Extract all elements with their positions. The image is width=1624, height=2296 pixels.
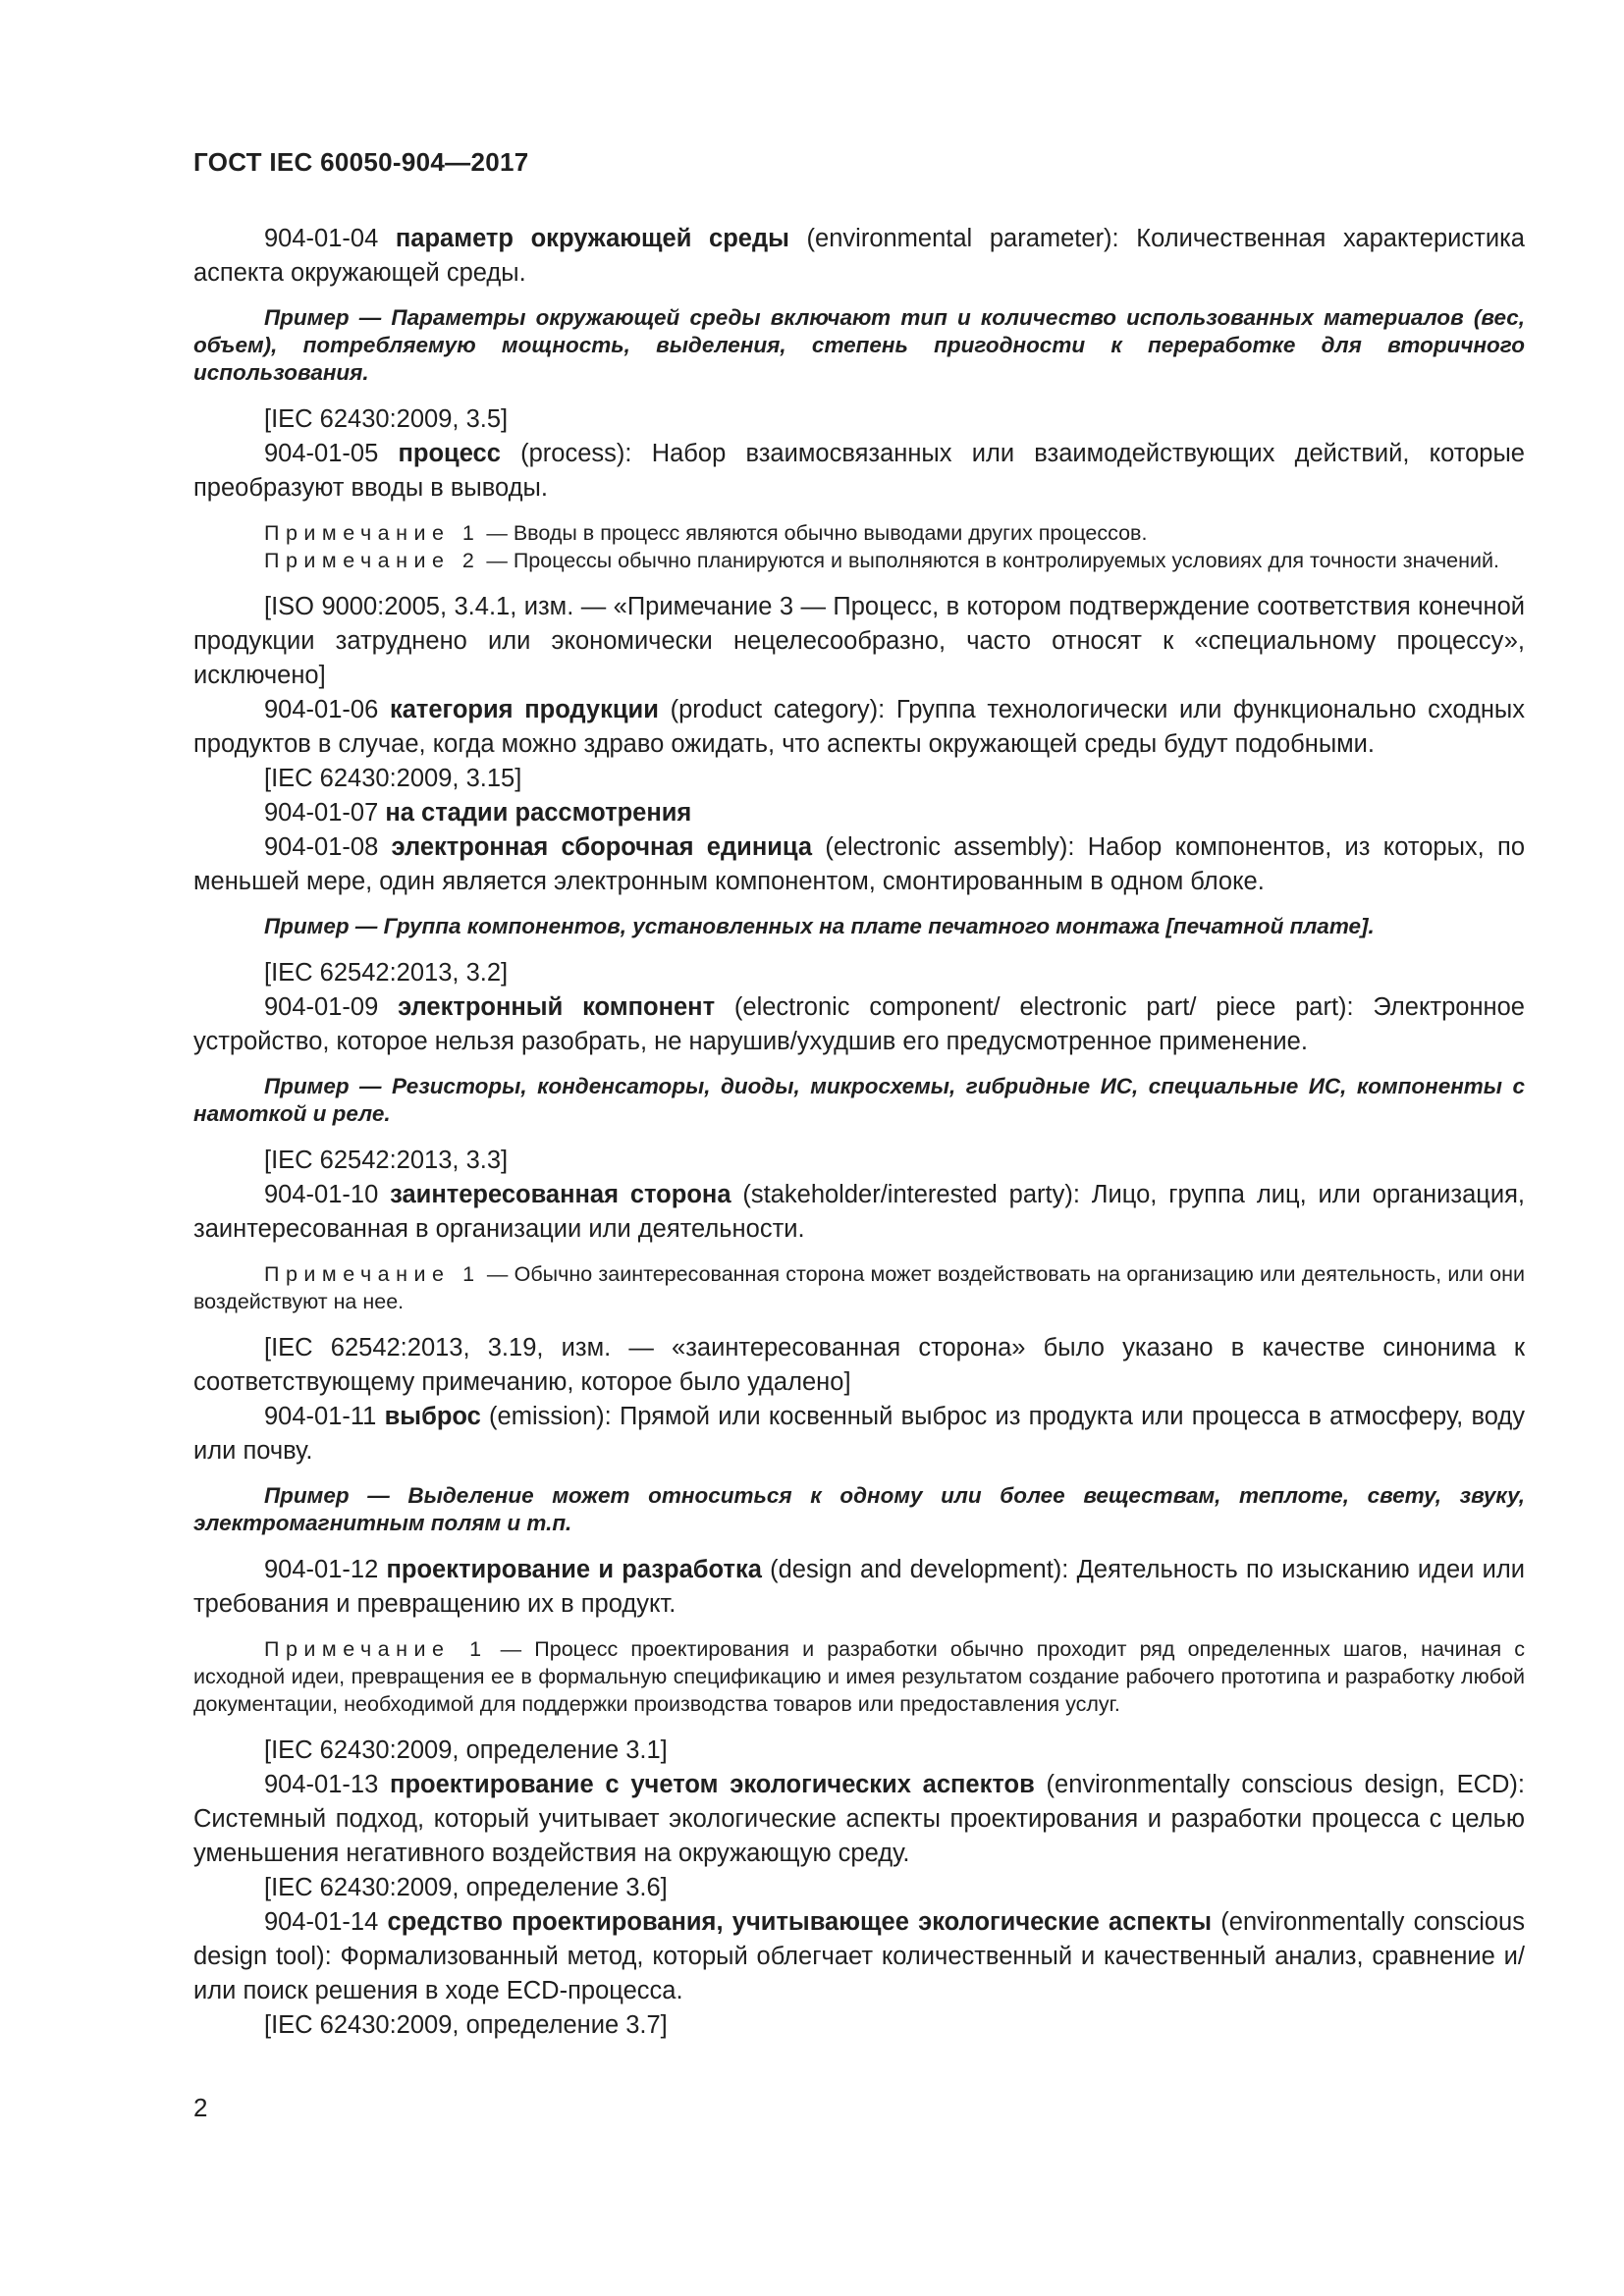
term-source: [IEC 62430:2009, определение 3.1] (264, 1736, 668, 1764)
term-number: 904-01-12 (264, 1556, 387, 1583)
term-source: [IEC 62542:2013, 3.3] (264, 1147, 509, 1174)
term-definition: (environmental parameter): Количественная характеристика аспекта окружающей среды. (193, 225, 1525, 287)
term-entry-904-01-14 (193, 1905, 1525, 2008)
term-entry-904-01-10 (193, 1178, 1525, 1247)
term-example: Пример — Параметры окружающей среды включают тип и количество использованных материалов (вес, объем), потребляемую мощность, выделения, степень пригодности к переработке для вторичного использования. (193, 305, 1525, 385)
term-entry-904-01-12 (193, 1553, 1525, 1622)
term-definition: (electronic assembly): Набор компонентов, из которых, по меньшей мере, один является электронным компонентом, смонтированным в одном блоке. (193, 833, 1525, 895)
term-definition: (design and development): Деятельность по изысканию идеи или требования и превращению их в продукт. (193, 1556, 1525, 1618)
term-source: [IEC 62430:2009, определение 3.7] (264, 2011, 668, 2039)
note-label: Примечание 1 (264, 1637, 488, 1661)
term-example: Пример — Группа компонентов, установленных на плате печатного монтажа [печатной плате]. (264, 914, 1375, 938)
term-number: 904-01-13 (264, 1771, 391, 1798)
term-note (193, 1260, 1525, 1315)
term-entry-904-01-05 (193, 437, 1525, 506)
term-definition: (emission): Прямой или косвенный выброс из продукта или процесса в атмосферу, воду или почву. (193, 1403, 1525, 1465)
term-name: заинтересованная сторона (390, 1181, 731, 1208)
term-example: Пример — Резисторы, конденсаторы, диоды, микросхемы, гибридные ИС, специальные ИС, компоненты с намоткой и реле. (193, 1074, 1525, 1126)
note-label: Примечание 1 (264, 521, 481, 545)
term-entry-904-01-07 (193, 796, 1525, 830)
term-number: 904-01-08 (264, 833, 392, 861)
term-number: 904-01-09 (264, 993, 399, 1021)
term-number: 904-01-11 (264, 1403, 385, 1430)
term-entry-904-01-04 (193, 222, 1525, 291)
term-definition: (electronic component/ electronic part/ piece part): Электронное устройство, которое нельзя разобрать, не нарушив/ухудшив его предусмотренное применение. (193, 993, 1525, 1055)
term-entry-904-01-11 (193, 1400, 1525, 1468)
term-source: [ISO 9000:2005, 3.4.1, изм. — «Примечание 3 — Процесс, в котором подтверждение соответствия конечной продукции затруднено или экономически нецелесообразно, часто относят к «специальному процессу», исключено] (193, 593, 1525, 689)
document-header-title: ГОСТ IEC 60050-904—2017 (193, 147, 529, 177)
term-number: 904-01-04 (264, 225, 396, 252)
term-definition: (product category): Группа технологически или функционально сходных продуктов в случае, когда можно здраво ожидать, что аспекты окружающей среды будут подобными. (193, 696, 1526, 758)
term-source: [IEC 62430:2009, 3.15] (264, 765, 522, 792)
term-name: параметр окружающей среды (395, 225, 789, 252)
note-text: — Вводы в процесс являются обычно выводами других процессов. (480, 521, 1148, 545)
note-text: — Обычно заинтересованная сторона может воздействовать на организацию или деятельность, или они воздействуют на нее. (193, 1262, 1526, 1313)
term-entry-904-01-08 (193, 830, 1525, 899)
term-note (193, 1635, 1525, 1718)
note-text: — Процессы обычно планируются и выполняются в контролируемых условиях для точности значений. (480, 549, 1499, 572)
note-label: Примечание 2 (264, 549, 481, 572)
term-name: категория продукции (389, 696, 659, 723)
term-name: процесс (398, 440, 501, 467)
document-body (193, 222, 1525, 2043)
term-note (193, 547, 1525, 574)
term-entry-904-01-06 (193, 693, 1525, 762)
term-entry-904-01-13 (193, 1768, 1525, 1871)
term-definition: (stakeholder/interested party): Лицо, группа лиц, или организация, заинтересованная в организации или деятельности. (193, 1181, 1525, 1243)
term-entry-904-01-09 (193, 990, 1525, 1059)
term-example: Пример — Выделение может относиться к одному или более веществам, теплоте, свету, звуку, электромагнитным полям и т.п. (193, 1483, 1525, 1535)
term-name: выброс (384, 1403, 481, 1430)
term-source: [IEC 62430:2009, 3.5] (264, 405, 509, 433)
term-name: проектирование и разработка (386, 1556, 762, 1583)
term-name: на стадии рассмотрения (385, 799, 692, 827)
term-number: 904-01-05 (264, 440, 399, 467)
term-number: 904-01-10 (264, 1181, 391, 1208)
term-name: электронная сборочная единица (391, 833, 813, 861)
term-definition: (environmentally conscious design, ECD): Системный подход, который учитывает экологические аспекты проектирования и разработки процесса с целью уменьшения негативного воздействия на окружающую среду. (193, 1771, 1525, 1867)
term-source: [IEC 62542:2013, 3.19, изм. — «заинтересованная сторона» было указано в качестве синонима к соответствующему примечанию, которое было удалено] (193, 1334, 1525, 1396)
term-definition: (environmentally conscious design tool): Формализованный метод, который облегчает количественный и качественный анализ, сравнение и/или поиск решения в ходе ECD-процесса. (193, 1908, 1525, 2004)
term-definition: (process): Набор взаимосвязанных или взаимодействующих действий, которые преобразуют вводы в выводы. (193, 440, 1525, 502)
term-name: электронный компонент (398, 993, 716, 1021)
term-name: проектирование с учетом экологических аспектов (390, 1771, 1035, 1798)
term-source: [IEC 62430:2009, определение 3.6] (264, 1874, 668, 1901)
note-label: Примечание 1 (264, 1262, 481, 1286)
term-number: 904-01-06 (264, 696, 390, 723)
term-note (193, 519, 1525, 547)
term-name: средство проектирования, учитывающее экологические аспекты (387, 1908, 1213, 1936)
term-number: 904-01-07 (264, 799, 386, 827)
note-text: — Процесс проектирования и разработки обычно проходит ряд определенных шагов, начиная с исходной идеи, превращения ее в формальную спецификацию и имея результатом создание рабочего прототипа и разработку любой документации, необходимой для поддержки производства товаров или предоставления услуг. (193, 1637, 1526, 1716)
page-number: 2 (193, 2093, 208, 2122)
term-number: 904-01-14 (264, 1908, 388, 1936)
term-source: [IEC 62542:2013, 3.2] (264, 959, 509, 987)
